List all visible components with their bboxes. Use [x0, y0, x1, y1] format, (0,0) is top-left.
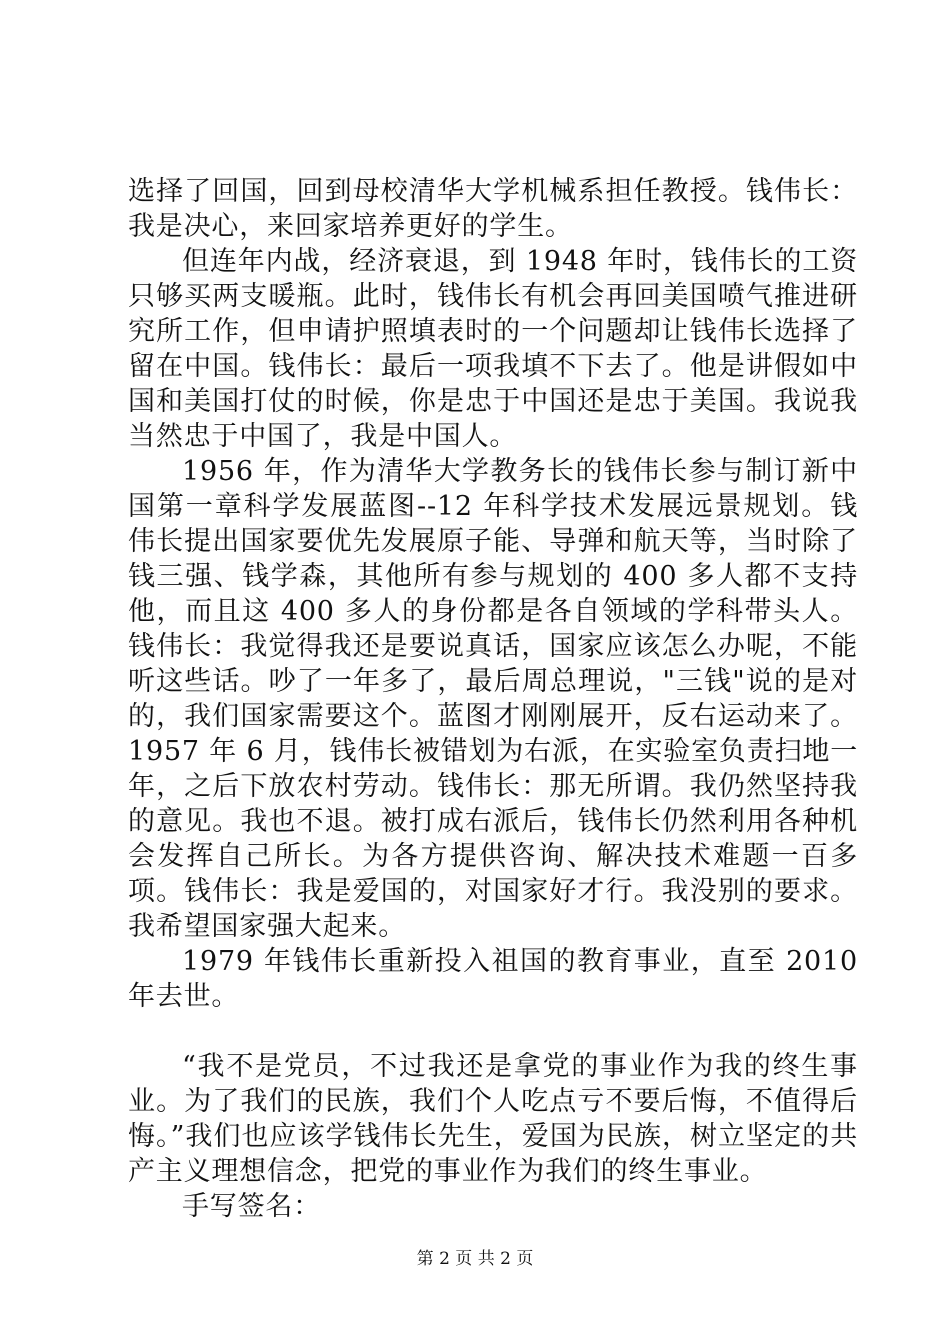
signature-label: 手写签名：	[182, 1191, 321, 1222]
paragraph-quote: “我不是党员，不过我还是拿党的事业作为我的终生事业。为了我们的民族，我们个人吃点亏不要后悔，不值得后悔。”我们也应该学钱伟长先生，爱国为民族，树立坚定的共产主义理想信念，把党的事业作为我们的终生事业。	[128, 1051, 858, 1187]
document-body	[128, 174, 858, 1224]
page-footer: 第 2 页 共 2 页	[416, 1249, 534, 1269]
paragraph-1948: 但连年内战，经济衰退，到 1948 年时，钱伟长的工资只够买两支暖瓶。此时，钱伟长有机会再回美国喷气推进研究所工作，但申请护照填表时的一个问题却让钱伟长选择了留在中国。钱伟长：最后一项我填不下去了。他是讲假如中国和美国打仗的时候，你是忠于中国还是忠于美国。我说我当然忠于中国了，我是中国人。	[128, 246, 858, 452]
paragraph-1956: 1956 年，作为清华大学教务长的钱伟长参与制订新中国第一章科学发展蓝图--12 年科学技术发展远景规划。钱伟长提出国家要优先发展原子能、导弹和航天等，当时除了钱三强、钱学森，其他所有参与规划的 400 多人都不支持他，而且这 400 多人的身份都是各自领域的学科带头人。钱伟长：我觉得我还是要说真话，国家应该怎么办呢，不能听这些话。吵了一年多了，最后周总理说，"三钱"说的是对的，我们国家需要这个。蓝图才刚刚展开，反右运动来了。1957 年 6 月，钱伟长被错划为右派，在实验室负责扫地一年，之后下放农村劳动。钱伟长：那无所谓。我仍然坚持我的意见。我也不退。被打成右派后，钱伟长仍然利用各种机会发挥自己所长。为各方提供咨询、解决技术难题一百多项。钱伟长：我是爱国的，对国家好才行。我没别的要求。我希望国家强大起来。	[128, 456, 858, 942]
paragraph-1979: 1979 年钱伟长重新投入祖国的教育事业，直至 2010 年去世。	[128, 946, 858, 1012]
paragraph-gap	[128, 1014, 858, 1049]
paragraph-continuation: 选择了回国，回到母校清华大学机械系担任教授。钱伟长：我是决心，来回家培养更好的学生。	[128, 176, 858, 242]
